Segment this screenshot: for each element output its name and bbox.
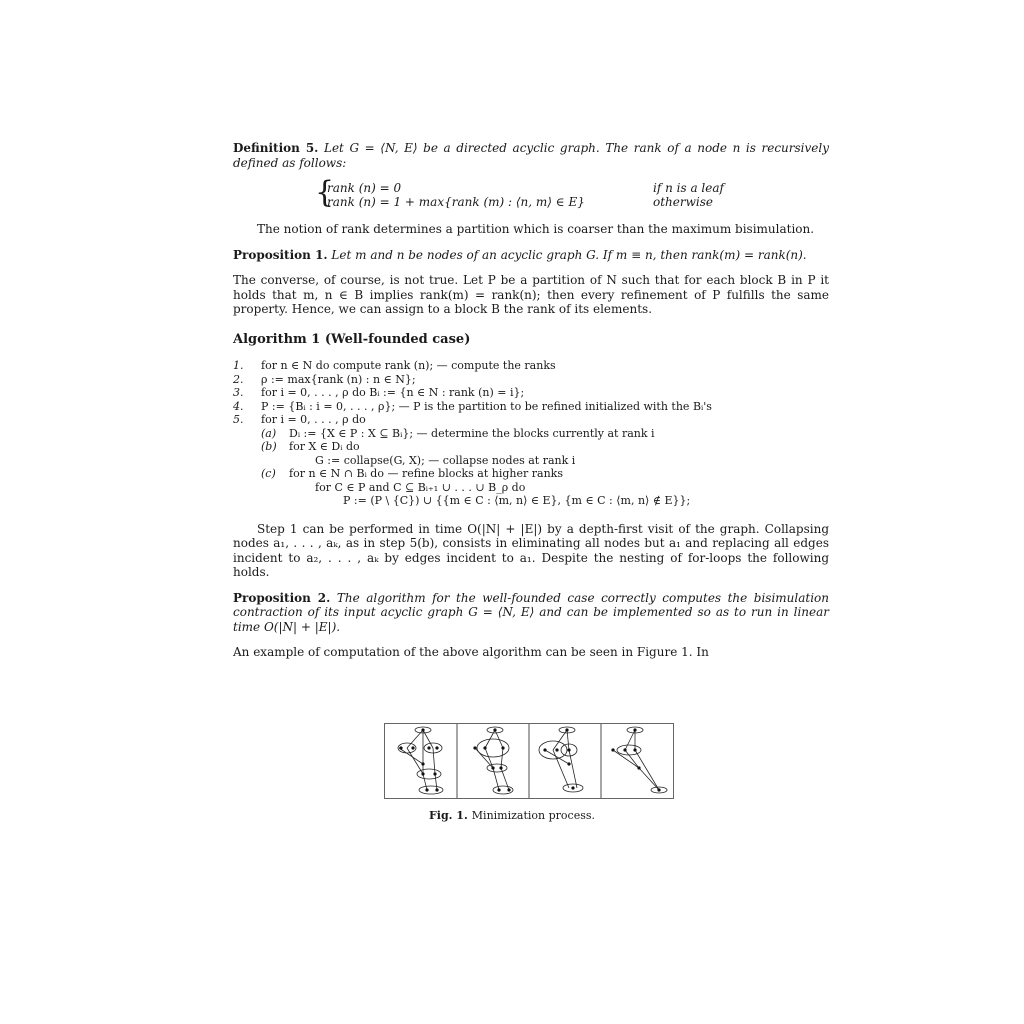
line-number: 3.	[233, 386, 244, 399]
proposition-1-heading: Proposition 1.	[233, 247, 328, 262]
figure-caption	[0, 809, 1024, 822]
page-body	[233, 141, 829, 671]
algorithm-body	[233, 359, 829, 508]
algorithm-step-c	[233, 467, 829, 481]
line-text: for n ∈ N do compute rank (n); — compute the ranks	[261, 359, 556, 372]
paragraph-step1: Step 1 can be performed in time O(|N| + |E|) by a depth-first visit of the graph. Collapsing nodes a₁, . . . , aₖ, as in step 5(b), consists in eliminating all nodes but a₁ and replacing all edges incident to a₂, . . . , aₖ by edges incident to a₁. Despite the nesting of for-loops the following holds.	[233, 521, 829, 579]
case1-cond: if n is a leaf	[653, 181, 724, 195]
step-text: for n ∈ N ∩ Bᵢ do — refine blocks at higher ranks	[289, 467, 563, 480]
case2-cond: otherwise	[653, 195, 713, 209]
algorithm-line	[233, 359, 829, 373]
line-text: for i = 0, . . . , ρ do	[261, 413, 366, 426]
rank-cases	[315, 175, 829, 211]
figure-1-graphs	[384, 723, 674, 799]
step-label: (b)	[261, 440, 277, 453]
case-otherwise	[327, 195, 713, 210]
algorithm-title: Algorithm 1 (Well-founded case)	[233, 331, 471, 347]
proposition-1	[233, 248, 829, 263]
definition-5	[233, 141, 829, 170]
proposition-2-heading: Proposition 2.	[233, 590, 331, 605]
paragraph-example: An example of computation of the above algorithm can be seen in Figure 1. In	[233, 645, 709, 659]
algorithm-step-c-inner2: P := (P \ {C}) ∪ {{m ∈ C : ⟨m, n⟩ ∈ E}, {m ∈ C : ⟨m, n⟩ ∉ E}};	[343, 494, 691, 507]
algorithm-step-a	[233, 427, 829, 441]
case-leaf	[327, 181, 724, 196]
paragraph-rank-notion: The notion of rank determines a partition which is coarser than the maximum bisimulation.	[257, 222, 815, 236]
line-text: ρ := max{rank (n) : n ∈ N};	[261, 372, 416, 386]
cases-brace: {	[315, 175, 335, 210]
figure-caption-text: Minimization process.	[471, 809, 596, 822]
proposition-2	[233, 591, 829, 635]
algorithm-line	[233, 400, 829, 414]
line-number: 4.	[233, 399, 244, 413]
algorithm-step-c-inner1: for C ∈ P and C ⊆ Bᵢ₊₁ ∪ . . . ∪ B_ρ do	[315, 480, 526, 494]
line-number: 2.	[233, 372, 244, 386]
proposition-1-text: Let m and n be nodes of an acyclic graph G. If m ≡ n, then rank(m) = rank(n).	[331, 247, 807, 262]
line-text: P := {Bᵢ : i = 0, . . . , ρ}; — P is the partition to be refined initialized with the Bᵢ's	[261, 399, 712, 413]
node-group	[419, 786, 443, 794]
step-text: Dᵢ := {X ∈ P : X ⊆ Bᵢ}; — determine the blocks currently at rank i	[289, 426, 655, 440]
algorithm-step-b-inner: G := collapse(G, X); — collapse nodes at rank i	[315, 453, 576, 467]
line-number: 5.	[233, 413, 244, 426]
step-text: for X ∈ Dᵢ do	[289, 440, 360, 453]
minimization-diagram	[385, 724, 673, 798]
case2-lhs: rank (n) = 1 + max{rank (m) : ⟨n, m⟩ ∈ E}	[327, 195, 585, 209]
step-label: (c)	[261, 467, 276, 480]
figure-label: Fig. 1.	[428, 809, 468, 822]
algorithm-line	[233, 386, 829, 400]
algorithm-step-b	[233, 440, 829, 454]
line-text: for i = 0, . . . , ρ do Bᵢ := {n ∈ N : rank (n) = i};	[261, 386, 525, 399]
proposition-2-text: The algorithm for the well-founded case correctly computes the bisimulation contraction of its input acyclic graph G = ⟨N, E⟩ and can be implemented so as to run in linear time O(|N| + |E|).	[233, 590, 830, 634]
case1-lhs: rank (n) = 0	[327, 181, 402, 195]
definition-heading: Definition 5.	[233, 141, 319, 155]
algorithm-line	[233, 413, 829, 427]
algorithm-line	[233, 373, 829, 387]
paragraph-converse: The converse, of course, is not true. Let P be a partition of N such that for each block B in P it holds that m, n ∈ B implies rank(m) = rank(n); then every refinement of P fulfills the same property. Hence, we can assign to a block B the rank of its elements.	[233, 273, 829, 316]
line-number: 1.	[233, 359, 244, 372]
step-label: (a)	[261, 426, 277, 440]
definition-text: Let G = ⟨N, E⟩ be a directed acyclic graph. The rank of a node n is recursively defined as follows:	[233, 141, 829, 170]
